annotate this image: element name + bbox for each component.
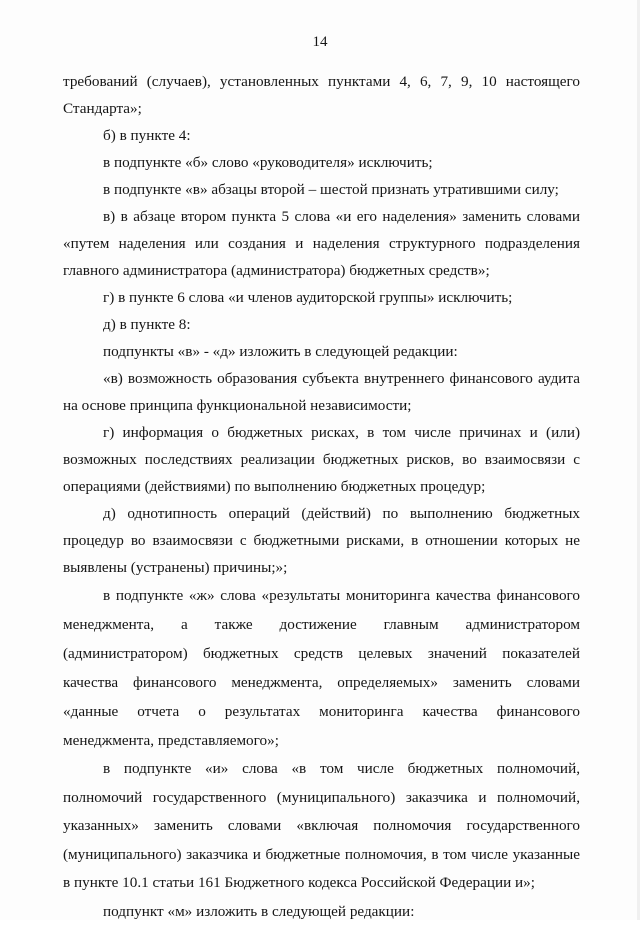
- page-number: 14: [312, 34, 328, 50]
- paragraph-subitem-i: в подпункте «и» слова «в том числе бюджетных полномочий, полномочий государственного (муниципального) заказчика и полномочий, указанных» заменить словами «включая полномочия государственного (муниципального) заказчика и бюджетные полномочия, в том числе указанные в пункте 10.1 статьи 161 Бюджетного кодекса Российской Федерации и»;: [63, 760, 580, 891]
- paragraph-subitem-v-abzats: в подпункте «в» абзацы второй – шестой признать утратившими силу;: [103, 181, 559, 198]
- paragraph-quote-d: д) однотипность операций (действий) по выполнению бюджетных процедур во взаимосвязи с бюджетными рисками, в отношении которых не выявлены (устранены) причины;»;: [63, 505, 580, 576]
- document-body: [63, 68, 580, 925]
- paragraph-subitems-v-d: подпункты «в» - «д» изложить в следующей редакции:: [103, 343, 458, 360]
- paragraph-item-g: г) в пункте 6 слова «и членов аудиторской группы» исключить;: [103, 289, 513, 306]
- paragraph-continuation: требований (случаев), установленных пунктами 4, 6, 7, 9, 10 настоящего Стандарта»;: [63, 73, 580, 117]
- paragraph-subitem-m: подпункт «м» изложить в следующей редакции:: [103, 902, 415, 920]
- paragraph-subitem-zh: в подпункте «ж» слова «результаты мониторинга качества финансового менеджмента, а также достижение главным администратором (администратором) бюджетных средств целевых значений показателей качества финансового менеджмента, определяемых» заменить словами «данные отчета о результатах мониторинга качества финансового менеджмента, представляемого»;: [63, 587, 580, 749]
- paragraph-item-v: в) в абзаце втором пункта 5 слова «и его наделения» заменить словами «путем наделения или создания и наделения структурного подразделения главного администратора (администратора) бюджетных средств»;: [63, 208, 580, 279]
- paragraph-quote-g: г) информация о бюджетных рисках, в том числе причинах и (или) возможных последствиях реализации бюджетных рисков, во взаимосвязи с операциями (действиями) по выполнению бюджетных процедур;: [63, 424, 580, 495]
- paragraph-item-b: б) в пункте 4:: [103, 127, 191, 144]
- paragraph-quote-v: «в) возможность образования субъекта внутреннего финансового аудита на основе принципа функциональной независимости;: [63, 370, 580, 414]
- paragraph-subitem-b-word: в подпункте «б» слово «руководителя» исключить;: [103, 154, 433, 171]
- paragraph-item-d: д) в пункте 8:: [103, 316, 191, 333]
